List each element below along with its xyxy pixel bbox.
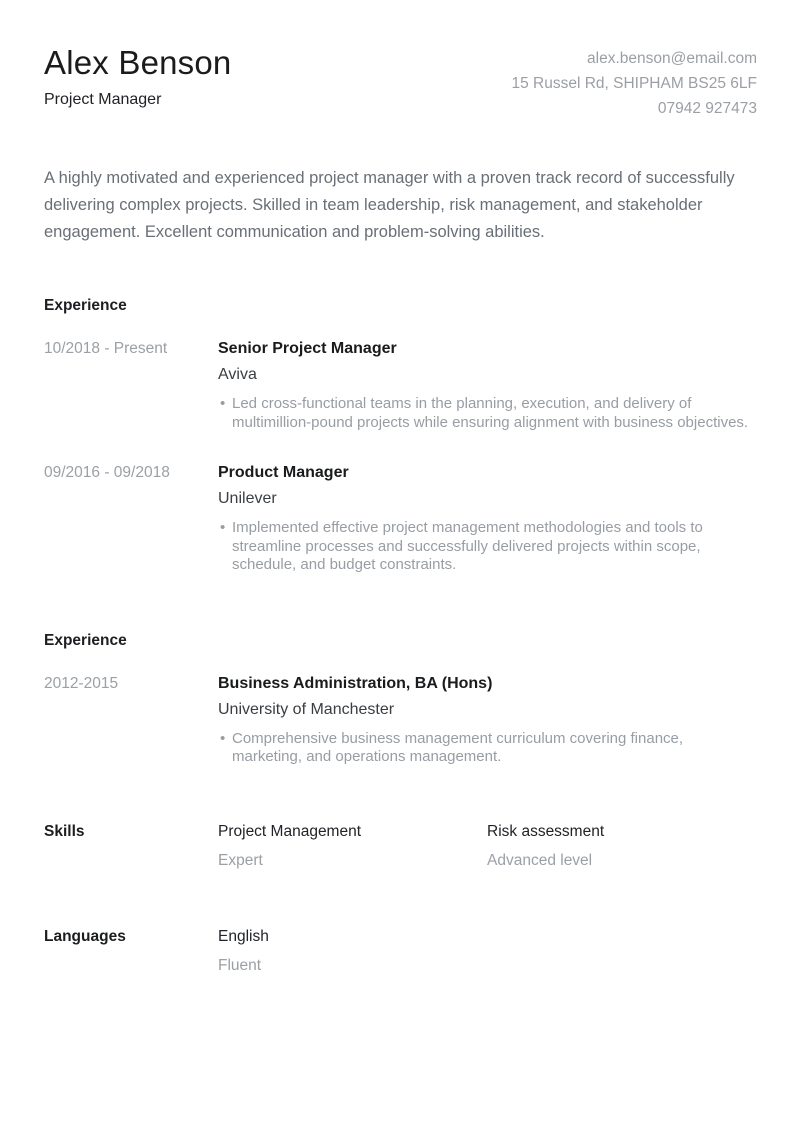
languages-grid <box>218 926 757 976</box>
skill-level: Expert <box>218 851 263 869</box>
languages-row <box>44 926 757 976</box>
education-entry <box>44 673 757 767</box>
entry-dates: 10/2018 - Present <box>44 340 168 357</box>
section-heading-education: Experience <box>44 631 127 649</box>
skill-item <box>487 821 757 871</box>
entry-dates: 09/2016 - 09/2018 <box>44 464 170 481</box>
entry-details <box>218 462 757 575</box>
section-experience <box>44 297 757 575</box>
entry-role: Product Manager <box>218 464 349 481</box>
entry-bullet-list <box>218 730 757 767</box>
entry-details <box>218 673 757 767</box>
entry-dates: 2012-2015 <box>44 674 119 692</box>
section-languages <box>44 926 757 976</box>
entry-bullet-list <box>218 395 757 432</box>
experience-entry <box>44 338 757 432</box>
person-name: Alex Benson <box>44 44 232 81</box>
person-job-title: Project Manager <box>44 90 162 108</box>
language-level: Fluent <box>218 956 262 974</box>
entry-bullet: • Implemented effective project management methodologies and tools to streamline processes and successfully delivered projects within scope, schedule, and budget constraints. <box>218 519 757 575</box>
entry-degree: Business Administration, BA (Hons) <box>218 674 493 692</box>
language-item <box>218 926 487 976</box>
entry-bullet: • Comprehensive business management curriculum covering finance, marketing, and operations management. <box>218 730 757 767</box>
skill-name: Risk assessment <box>487 822 605 840</box>
entry-company: Unilever <box>218 490 277 507</box>
contact-email: alex.benson@email.com <box>587 50 757 67</box>
contact-phone: 07942 927473 <box>657 100 757 117</box>
contact-block <box>511 45 757 121</box>
entry-details <box>218 338 757 432</box>
section-heading-experience: Experience <box>44 297 127 314</box>
entry-company: Aviva <box>218 366 257 383</box>
entry-bullet: • Led cross-functional teams in the planning, execution, and delivery of multimillion-pound projects while ensuring alignment with business objectives. <box>218 395 757 432</box>
experience-entry <box>44 462 757 575</box>
languages-heading: Languages <box>44 927 126 945</box>
skill-item <box>218 821 487 871</box>
section-skills <box>44 821 757 871</box>
language-name: English <box>218 927 269 945</box>
resume-header <box>44 45 757 121</box>
contact-address: 15 Russel Rd, SHIPHAM BS25 6LF <box>511 75 757 92</box>
entry-bullet-list <box>218 519 757 575</box>
section-education <box>44 632 757 767</box>
skills-heading: Skills <box>44 822 85 840</box>
identity-block <box>44 45 232 109</box>
profile-summary: A highly motivated and experienced project manager with a proven track record of successfully delivering complex projects. Skilled in team leadership, risk management, and stakeholder engagement. Excellent communication and problem-solving abilities. <box>44 169 735 241</box>
entry-school: University of Manchester <box>218 700 395 718</box>
entry-role: Senior Project Manager <box>218 340 397 357</box>
skills-grid <box>218 821 757 871</box>
skills-row <box>44 821 757 871</box>
skill-name: Project Management <box>218 822 362 840</box>
skill-level: Advanced level <box>487 851 593 869</box>
